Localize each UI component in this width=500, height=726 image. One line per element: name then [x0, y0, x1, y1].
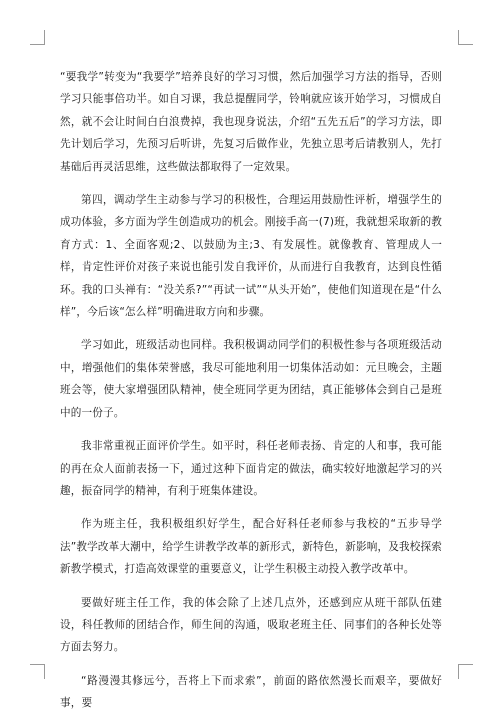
- crop-mark-bottom-right: [458, 664, 473, 679]
- paragraph: 作为班主任，我积极组织好学生，配合好科任老师参与我校的“五步导学法”教学改革大潮中，给学生讲教学改革的新形式，新特色，新影响，及我校探索新教学模式，打造高效课堂的重要意义，让学生积极主动投入教学改革中。: [60, 518, 442, 576]
- crop-mark-top-left: [30, 30, 45, 45]
- paragraph: 我非常重视正面评价学生。如平时，科任老师表扬、肯定的人和事，我可能的再在众人面前表扬一下，通过这种下面肯定的做法，确实较好地激起学习的兴趣，振奋同学的精神，有利于班集体建设。: [60, 440, 442, 497]
- crop-mark-bottom-left: [30, 664, 45, 679]
- crop-mark-top-right: [458, 30, 473, 45]
- paragraph: 学习如此，班级活动也同样。我积极调动同学们的积极性参与各项班级活动中，增强他们的集体荣誉感，我尽可能地利用一切集体活动如：元旦晚会，主题班会等，使大家增强团队精神，使全班同学更为团结，真正能够体会到自己是班中的一份子。: [60, 339, 442, 419]
- document-body: [60, 66, 442, 726]
- paragraph: 要做好班主任工作，我的体会除了上述几点外，还感到应从班干部队伍建设，科任教师的团结合作，师生间的沟通，吸取老班主任、同事们的各种长处等方面去努力。: [60, 596, 442, 654]
- paragraph: “要我学”转变为“我要学”培养良好的学习习惯，然后加强学习方法的指导，否则学习只能事倍功半。如自习课，我总提醒同学，铃响就应该开始学习，习惯成自然，就不会让时间白白浪费掉，我也现身说法，介绍“五先五后”的学习方法，即先计划后学习，先预习后听讲，先复习后做作业，先独立思考后请教别人，先打基础后再灵活思维，这些做法都取得了一定效果。: [60, 71, 442, 173]
- paragraph: 第四，调动学生主动参与学习的积极性，合理运用鼓励性评析，增强学生的成功体验，多方面为学生创造成功的机会。刚接手高一(7)班，我就想采取新的教育方式：1、全面客观;2、以鼓励为主;3、有发展性。就像教育、管理成人一样，肯定性评价对孩子来说也能引发自我评价，从而进行自我教育，达到良性循环。我的口头禅有：“没关系?”“再试一试”“从头开始”，使他们知道现在是“什么样”，今后该“怎么样”明确进取方向和步骤。: [60, 194, 442, 319]
- paragraph: “路漫漫其修远兮，吾将上下而求索”，前面的路依然漫长而艰辛，要做好事，要: [60, 674, 442, 710]
